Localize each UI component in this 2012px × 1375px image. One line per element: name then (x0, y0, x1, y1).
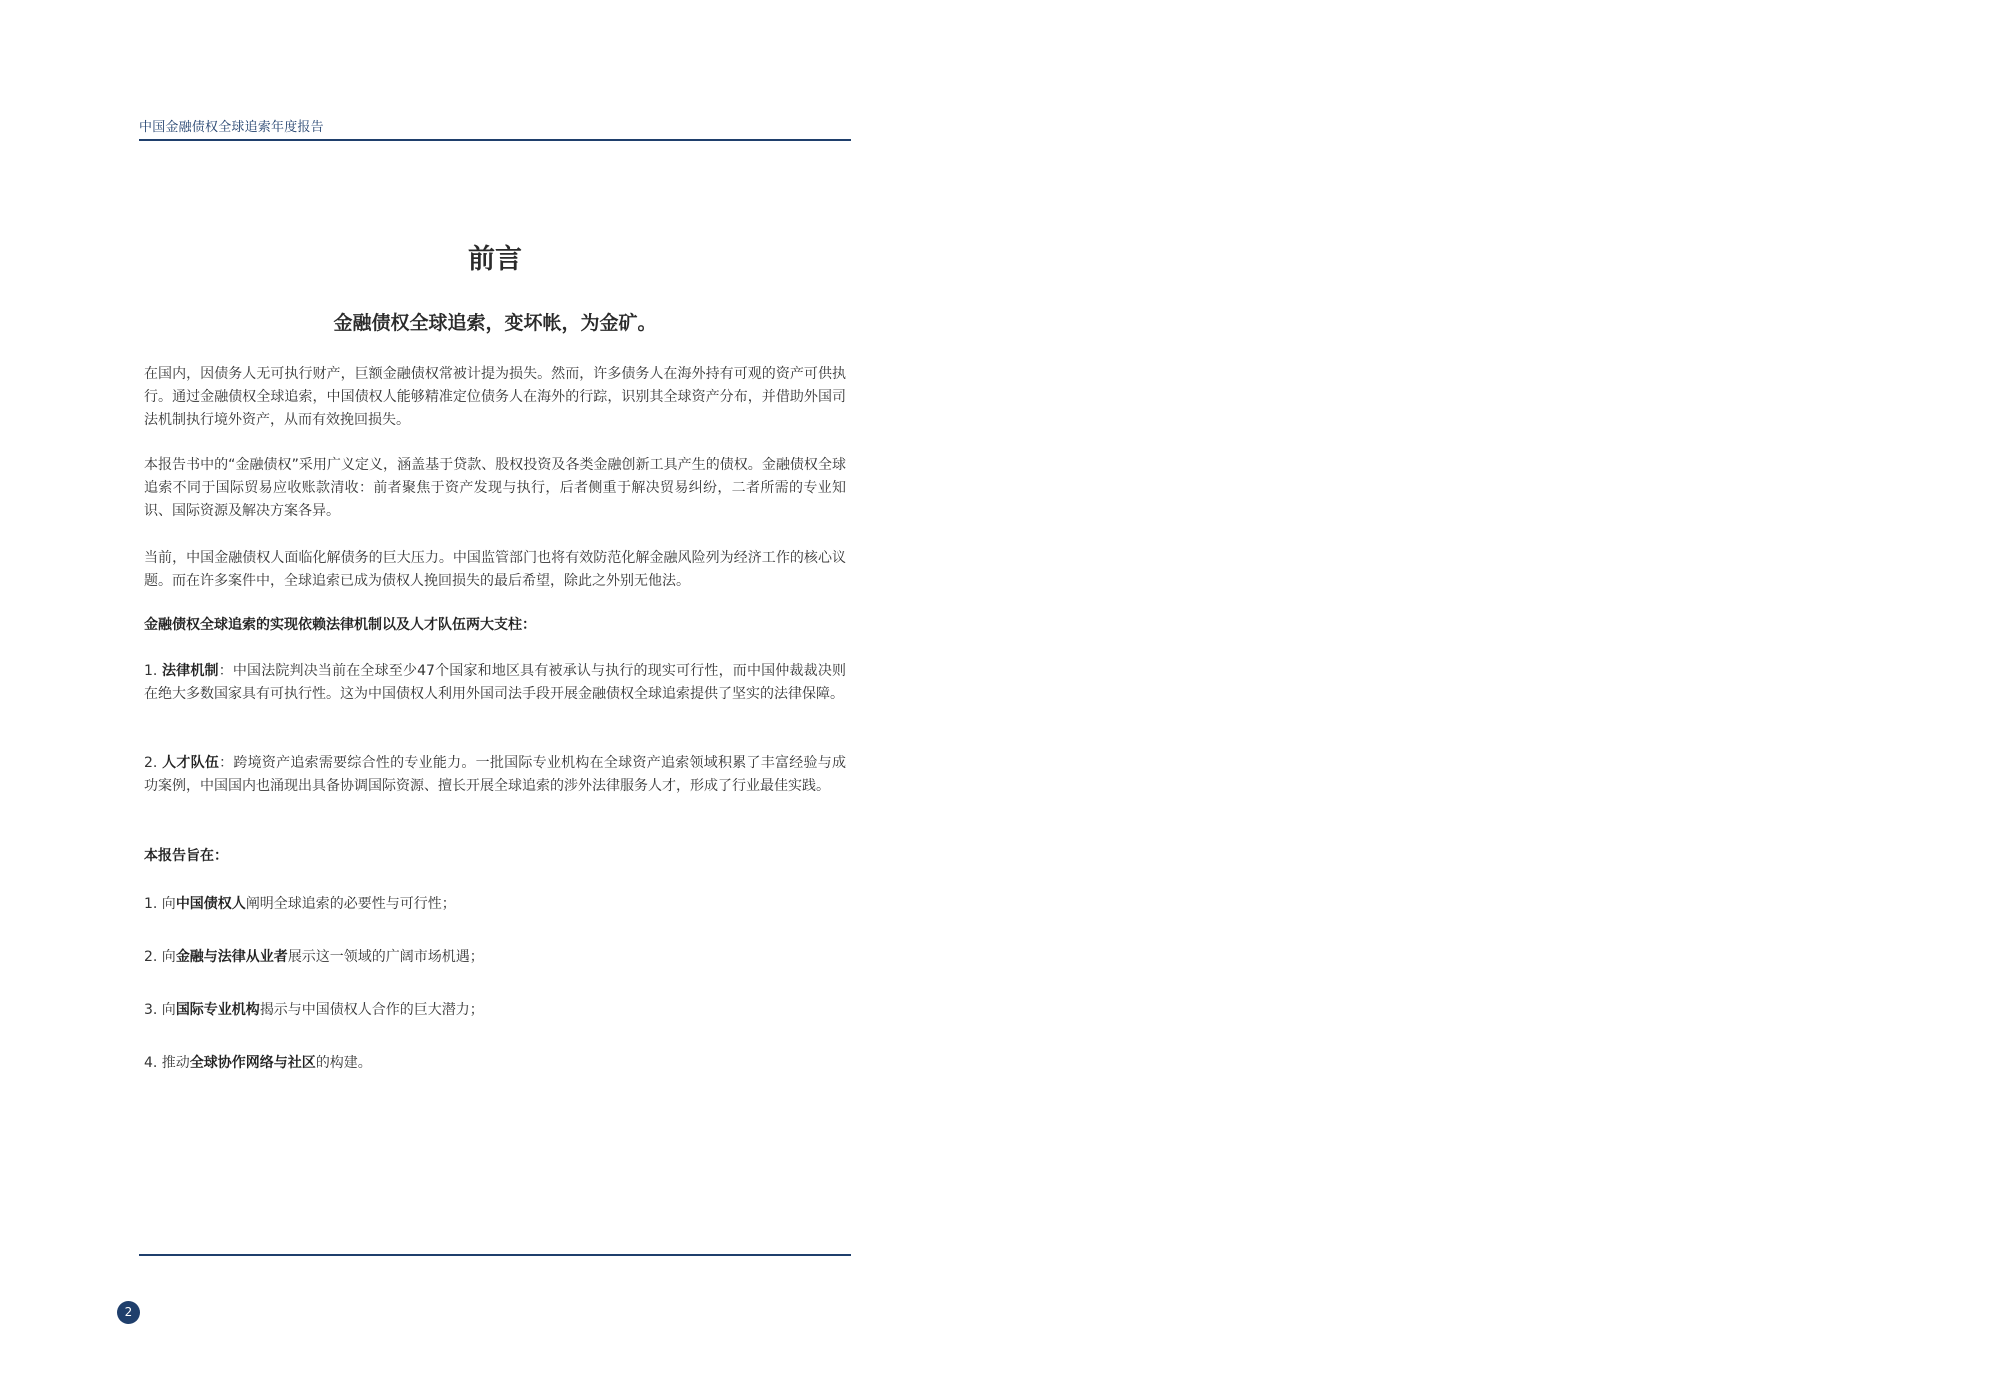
intro-paragraph-1: 在国内，因债务人无可执行财产，巨额金融债权常被计提为损失。然而，许多债务人在海外持有可观的资产可供执行。通过金融债权全球追索，中国债权人能够精准定位债务人在海外的行踪，识别其全球资产分布，并借助外国司法机制执行境外资产，从而有效挽回损失。 (144, 366, 846, 428)
preface-content (142, 235, 848, 1095)
pillars-heading: 金融债权全球追索的实现依赖法律机制以及人才队伍两大支柱： (144, 617, 536, 633)
page-header (139, 117, 851, 141)
aims-heading: 本报告旨在： (144, 848, 228, 864)
pillar-text: ：中国法院判决当前在全球至少47个国家和地区具有被承认与执行的现实可行性，而中国仲裁裁决则在绝大多数国家具有可执行性。这为中国债权人利用外国司法手段开展金融债权全球追索提供了坚实的法律保障。 (144, 663, 847, 702)
aim-item (144, 893, 846, 916)
aim-emphasis: 金融与法律从业者 (175, 949, 288, 965)
pillar-talent-team (144, 752, 846, 798)
pillar-text: ：跨境资产追索需要综合性的专业能力。一批国际专业机构在全球资产追索领域积累了丰富经验与成功案例，中国国内也涌现出具备协调国际资源、擅长开展全球追索的涉外法律服务人才，形成了行业最佳实践。 (144, 755, 846, 794)
aim-item (144, 946, 846, 969)
pillar-legal-mechanism (144, 660, 846, 706)
footer-divider (139, 1254, 851, 1256)
page-title: 前言 (468, 244, 522, 275)
aim-item (144, 1052, 846, 1075)
aim-item (144, 999, 846, 1022)
aim-prefix: 4. 推动 (144, 1055, 190, 1071)
page-number-badge: 2 (117, 1301, 140, 1324)
pillar-number: 2. (144, 755, 163, 771)
aim-prefix: 3. 向 (144, 1002, 176, 1018)
aim-suffix: 展示这一领域的广阔市场机遇； (287, 949, 484, 965)
intro-paragraph-2: 本报告书中的“金融债权”采用广义定义，涵盖基于贷款、股权投资及各类金融创新工具产生的债权。金融债权全球追索不同于国际贸易应收账款清收：前者聚焦于资产发现与执行，后者侧重于解决贸易纠纷，二者所需的专业知识、国际资源及解决方案各异。 (144, 457, 846, 519)
pillar-number: 1. (144, 663, 162, 679)
aim-emphasis: 国际专业机构 (175, 1002, 260, 1018)
pillar-label: 人才队伍 (162, 755, 220, 771)
aim-suffix: 揭示与中国债权人合作的巨大潜力； (259, 1002, 484, 1018)
aim-suffix: 阐明全球追索的必要性与可行性； (245, 896, 456, 912)
aim-suffix: 的构建。 (315, 1055, 372, 1071)
aim-prefix: 1. 向 (144, 896, 176, 912)
page-subtitle: 金融债权全球追索，变坏帐，为金矿。 (333, 312, 657, 334)
pillar-label: 法律机制 (161, 663, 219, 679)
intro-paragraph-3: 当前，中国金融债权人面临化解债务的巨大压力。中国监管部门也将有效防范化解金融风险列为经济工作的核心议题。而在许多案件中，全球追索已成为债权人挽回损失的最后希望，除此之外别无他法。 (144, 550, 846, 589)
aim-emphasis: 全球协作网络与社区 (189, 1055, 316, 1071)
aim-prefix: 2. 向 (144, 949, 176, 965)
aim-emphasis: 中国债权人 (175, 896, 246, 912)
report-header-title: 中国金融债权全球追索年度报告 (139, 120, 324, 135)
